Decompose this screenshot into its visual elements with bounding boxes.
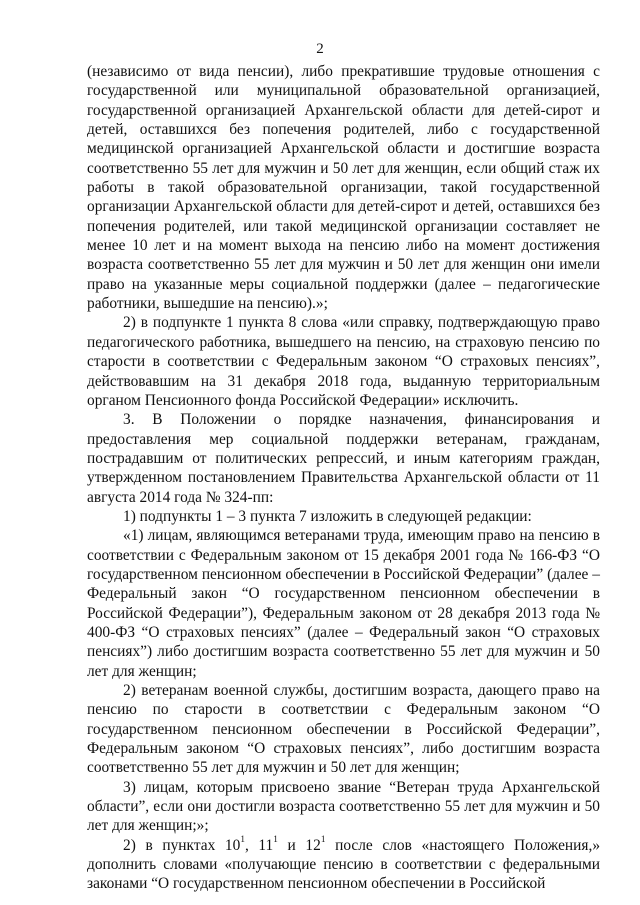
paragraph-text: 1) подпункты 1 – 3 пункта 7 изложить в следующей редакции: (123, 507, 532, 525)
paragraph (87, 836, 600, 894)
document-body (87, 62, 600, 894)
paragraph-text: «1) лицам, являющимся ветеранами труда, имеющим право на пенсию в соответствии с Федеральным законом от 15 декабря 2001 года № 166-ФЗ “О государственном пенсионном обеспечении в Российской Федерации” (далее – Федеральный закон “О государственном пенсионном обеспечении в Российской Федерации”), Федеральным законом от 28 декабря 2013 года № 400-ФЗ “О страховых пенсиях” (далее – Федеральный закон “О страховых пенсиях”) либо достигшим возраста соответственно 55 лет для мужчин и 50 лет для женщин; (87, 527, 600, 680)
paragraph-text: 3) лицам, которым присвоено звание “Ветеран труда Архангельской области”, если они достигли возраста соответственно 55 лет для мужчин и 50 лет для женщин;»; (87, 778, 600, 835)
paragraph (87, 526, 600, 681)
paragraph-text: и 12 (277, 836, 321, 854)
paragraph (87, 410, 600, 507)
paragraph (87, 507, 600, 526)
paragraph (87, 313, 600, 410)
paragraph-text: 2) ветеранам военной службы, достигшим возраста, дающего право на пенсию по старости в соответствии с Федеральным законом “О государственном пенсионном обеспечении в Российской Федерации”, Федеральным законом “О страховых пенсиях”, либо достигшим возраста соответственно 55 лет для мужчин и 50 лет для женщин; (87, 682, 600, 777)
superscript-index: 1 (240, 834, 245, 845)
paragraph-text: после слов «настоящего Положения,» дополнить словами «получающие пенсию в соответствии с федеральными законами “О государственном пенсионном обеспечении в Российской (87, 836, 601, 893)
paragraph (87, 681, 600, 778)
paragraph-text: 3. В Положении о порядке назначения, финансирования и предоставления мер социальной поддержки ветеранам, гражданам, пострадавшим от политических репрессий, и иным категориям граждан, утвержденном постановлением Правительства Архангельской области от 11 августа 2014 года № 324-пп: (87, 411, 600, 506)
paragraph (87, 778, 600, 836)
paragraph-text: (независимо от вида пенсии), либо прекратившие трудовые отношения с государственной или муниципальной образовательной организацией, государственной организацией Архангельской области для детей-сирот и детей, оставшихся без попечения родителей, либо с государственной медицинской организацией Архангельской области и достигшие возраста соответственно 55 лет для мужчин и 50 лет для женщин, если общий стаж их работы в такой образовательной организации, такой государственной организации Архангельской области для детей-сирот и детей, оставшихся без попечения родителей, или такой медицинской организации составляет не менее 10 лет и на момент выхода на пенсию либо на момент достижения возраста соответственно 55 лет для мужчин и 50 лет для женщин они имели право на указанные меры социальной поддержки (далее – педагогические работники, вышедшие на пенсию).»; (87, 63, 600, 313)
page-number: 2 (316, 41, 324, 57)
paragraph-text: 2) в подпункте 1 пункта 8 слова «или справку, подтверждающую право педагогического работника, вышедшего на пенсию, на страховую пенсию по старости в соответствии с Федеральным законом “О страховых пенсиях”, действовавшим на 31 декабря 2018 года, выданную территориальным органом Пенсионного фонда Российской Федерации» исключить. (87, 314, 600, 409)
paragraph-text: , 11 (244, 836, 274, 854)
superscript-index: 1 (273, 834, 278, 845)
paragraph (87, 62, 600, 313)
paragraph-text: 2) в пунктах 10 (123, 836, 241, 854)
superscript-index: 1 (320, 834, 326, 845)
